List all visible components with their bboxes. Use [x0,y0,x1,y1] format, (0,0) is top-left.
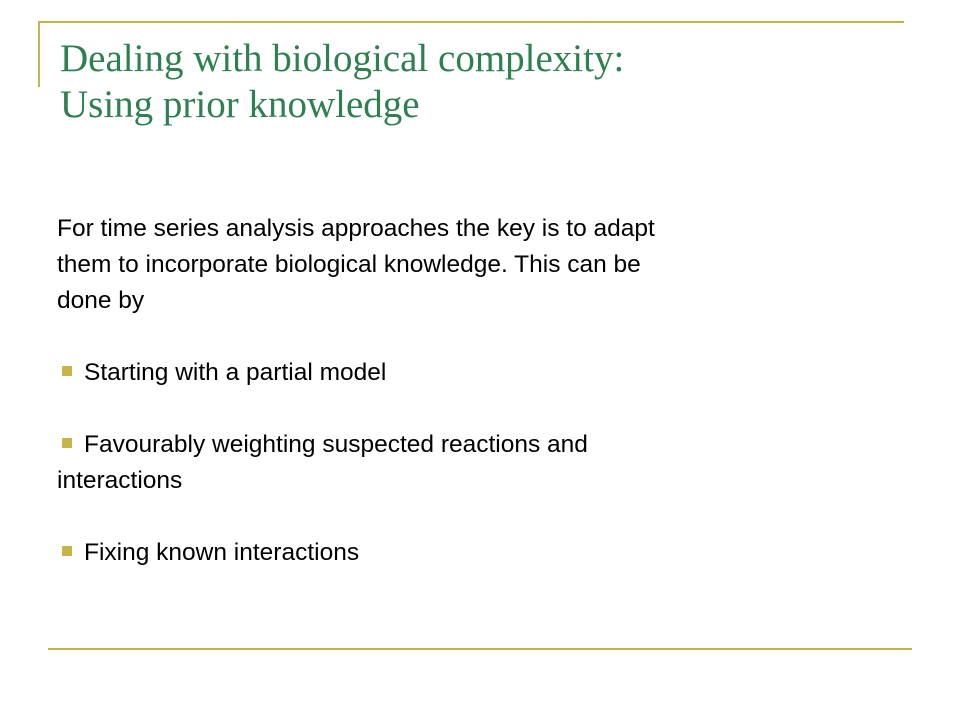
bullet-item [57,535,847,571]
intro-line-2: them to incorporate biological knowledge. This can be [57,251,641,278]
slide-body [57,211,847,571]
top-rule [38,21,904,23]
spacer [57,499,847,535]
intro-line-3: done by [57,287,145,314]
bottom-rule [48,648,912,650]
square-bullet-icon [62,438,72,448]
square-bullet-icon [62,546,72,556]
spacer [57,391,847,427]
title-line-2: Using prior knowledge [60,83,420,126]
title-line-1: Dealing with biological complexity: [60,37,625,80]
bullet-item [57,355,847,391]
slide-title [60,36,900,128]
left-rule [38,21,40,87]
square-bullet-icon [62,366,72,376]
bullet-text: Favourably weighting suspected reactions and [84,431,588,458]
bullet-text-continuation: interactions [57,467,183,494]
bullet-item [57,427,847,499]
spacer [57,319,847,355]
bullet-text: Fixing known interactions [84,539,360,566]
bullet-text: Starting with a partial model [84,359,387,386]
intro-line-1: For time series analysis approaches the key is to adapt [57,215,655,242]
